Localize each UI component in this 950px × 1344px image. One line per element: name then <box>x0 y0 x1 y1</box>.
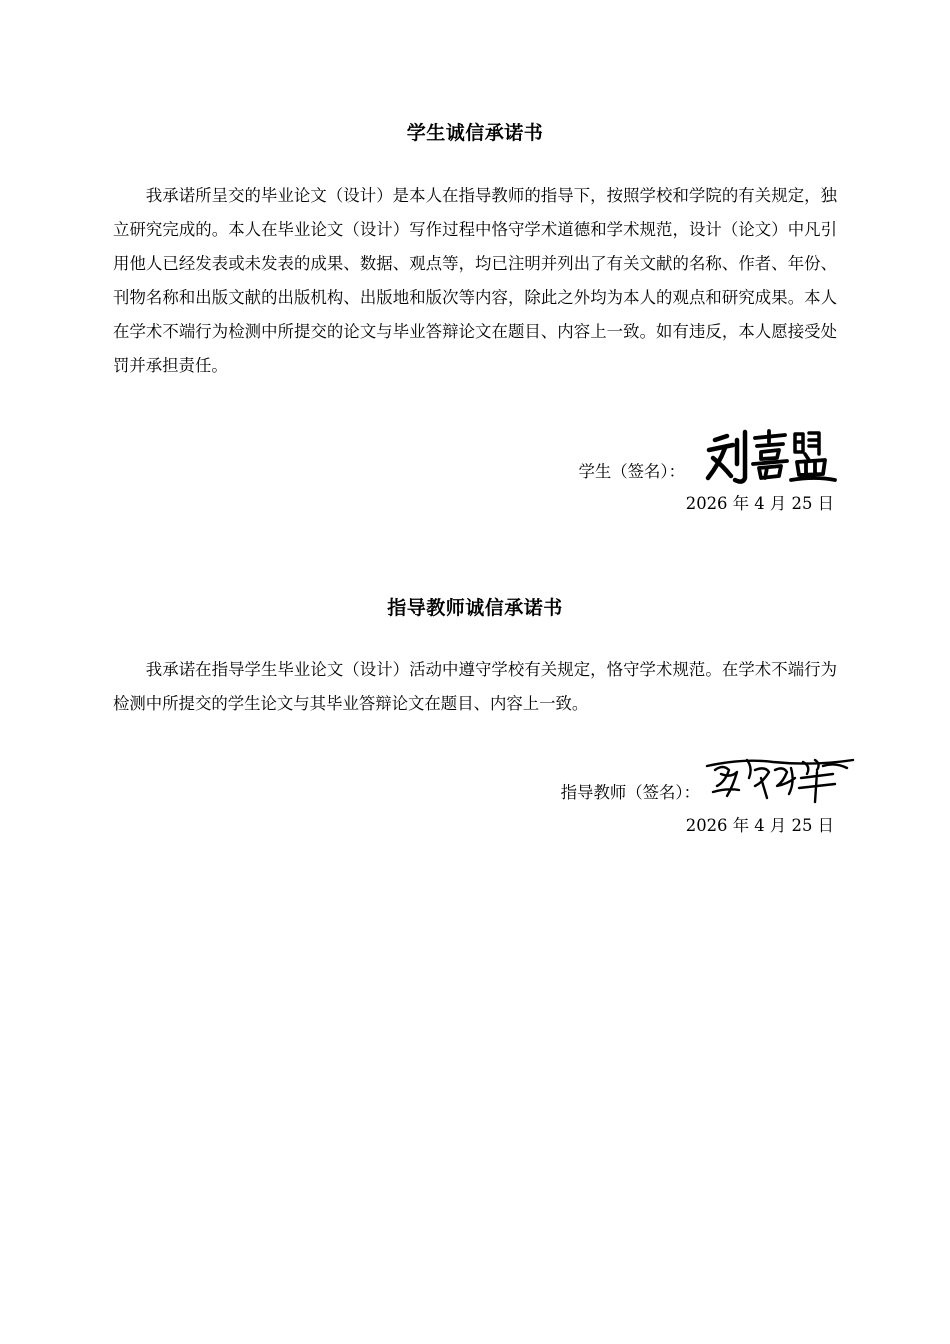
teacher-pledge-paragraph: 我承诺在指导学生毕业论文（设计）活动中遵守学校有关规定，恪守学术规范。在学术不端行为检测中所提交的学生论文与其毕业答辩论文在题目、内容上一致。 <box>113 660 837 713</box>
teacher-handwritten-signature <box>703 752 855 806</box>
student-signature-label: 学生（签名）： <box>578 462 685 481</box>
student-pledge-title: 学生诚信承诺书 <box>406 122 544 144</box>
teacher-date: 2026 年 4 月 25 日 <box>685 816 834 835</box>
student-handwritten-signature <box>705 428 840 486</box>
teacher-signature-label: 指导教师（签名）： <box>560 783 700 802</box>
student-date: 2026 年 4 月 25 日 <box>685 494 834 513</box>
teacher-pledge-title: 指导教师诚信承诺书 <box>387 597 563 619</box>
student-pledge-paragraph: 我承诺所呈交的毕业论文（设计）是本人在指导教师的指导下，按照学校和学院的有关规定，独立研究完成的。本人在毕业论文（设计）写作过程中恪守学术道德和学术规范，设计（论文）中凡引用他人已经发表或未发表的成果、数据、观点等，均已注明并列出了有关文献的名称、作者、年份、刊物名称和出版文献的出版机构、出版地和版次等内容，除此之外均为本人的观点和研究成果。本人在学术不端行为检测中所提交的论文与毕业答辩论文在题目、内容上一致。如有违反，本人愿接受处罚并承担责任。 <box>113 186 837 375</box>
